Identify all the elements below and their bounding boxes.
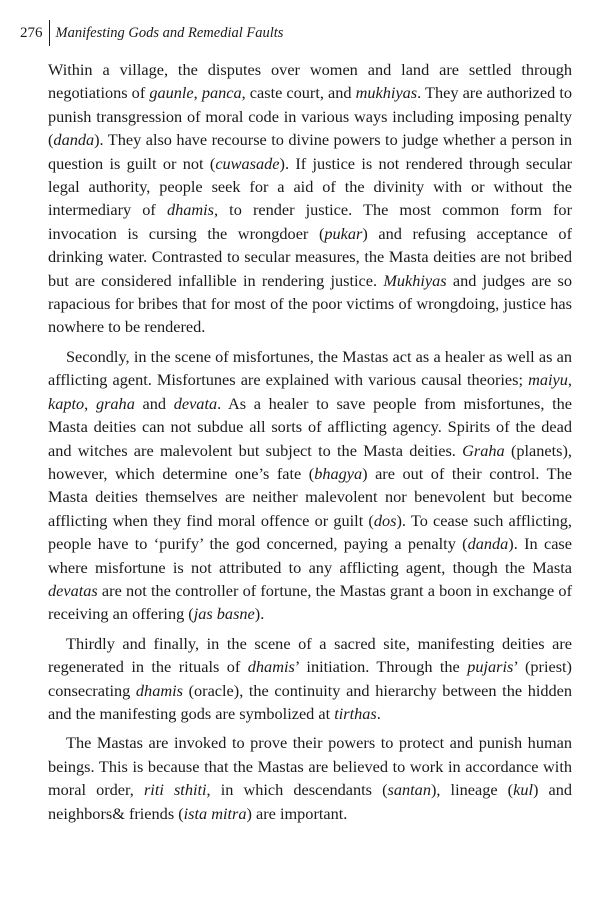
italic-term: jas basne [193, 604, 255, 624]
italic-term: cuwasade [215, 153, 280, 173]
text-run: ). In case where misfortune is not attributed to any afflicting agent, though the Masta [48, 534, 572, 577]
running-title: Manifesting Gods and Remedial Faults [55, 24, 284, 41]
italic-term: dhamis [247, 657, 295, 677]
text-run: ), lineage ( [430, 780, 514, 800]
text-run: Within a village, the disputes over women and land are settled through negotiations of [48, 60, 572, 103]
italic-term: Mukhiyas [383, 270, 447, 290]
page-number: 276 [20, 24, 43, 41]
text-run: ) are out of their control. The Masta deities themselves are neither malevolent nor benevolent but become afflicting when they find moral offence or guilt ( [48, 463, 572, 530]
text-run: , [84, 393, 96, 413]
italic-term: mukhiyas [355, 83, 418, 103]
italic-term: santan [387, 780, 431, 800]
text-run: Thirdly and finally, in the scene of a sacred site, manifesting deities are regenerated in the rituals of [48, 633, 572, 677]
italic-term: Graha [462, 440, 505, 460]
paragraph [48, 731, 572, 825]
text-run: . They are authorized to punish transgression of moral code in various ways including imposing penalty ( [48, 83, 573, 150]
text-run: Secondly, in the scene of misfortunes, the Mastas act as a healer as well as an afflicting agent. Misfortunes are explained with various causal theories; [48, 346, 572, 390]
text-run: ). They also have recourse to divine powers to judge whether a person in question is guilt or not ( [48, 130, 572, 173]
italic-term: dhamis, [166, 200, 219, 220]
italic-term: ista mitra [183, 803, 247, 823]
text-run: ’ (priest) consecrating [48, 657, 572, 700]
text-run: ) and refusing acceptance of drinking water. Contrasted to secular measures, the Masta deities are not bribed but are considered infallible in rendering justice. [48, 223, 572, 290]
italic-term: tirthas [334, 703, 377, 723]
text-run: , [193, 83, 202, 103]
text-run: (planets), however, which determine one’s fate ( [48, 440, 572, 483]
italic-term: riti sthiti [143, 780, 207, 800]
italic-term: gaunle [149, 83, 194, 103]
text-run: and [134, 393, 174, 413]
text-run: ’ initiation. Through the [294, 657, 468, 677]
text-run: to render justice. The most common form for invocation is cursing the wrongdoer ( [48, 200, 572, 243]
body-text [48, 58, 572, 831]
italic-term: maiyu [528, 370, 568, 390]
italic-term: pujaris [467, 657, 514, 677]
italic-term: panca [201, 83, 242, 103]
text-run: The Mastas are invoked to prove their powers to protect and punish human beings. This is because that the Mastas are believed to work in accordance with moral order, [48, 733, 572, 800]
text-run: ). [254, 604, 265, 624]
paragraph [48, 58, 572, 339]
italic-term: kul [513, 780, 533, 800]
text-run: and judges are so rapacious for bribes that for most of the poor victims of wrongdoing, justice has nowhere to be rendered. [48, 270, 572, 337]
italic-term: dos [373, 510, 397, 530]
italic-term: devatas [48, 580, 98, 600]
text-run: ) are important. [246, 803, 348, 823]
text-run: , [567, 370, 572, 390]
paragraph [48, 345, 572, 626]
text-run: ) and neighbors& friends ( [48, 780, 573, 823]
italic-term: graha [95, 393, 135, 413]
italic-term: pukar [324, 223, 363, 243]
italic-term: bhagya [314, 463, 363, 483]
text-run: ). To cease such afflicting, people have to ‘purify’ the god concerned, paying a penalty ( [48, 510, 572, 554]
italic-term: danda [53, 130, 95, 150]
running-header [20, 20, 283, 46]
text-run: are not the controller of fortune, the Mastas grant a boon in exchange of receiving an offering ( [48, 580, 572, 624]
italic-term: kapto [48, 393, 85, 413]
italic-term: dhamis [135, 680, 183, 700]
text-run: . [376, 703, 381, 723]
text-run: . As a healer to save people from misfortunes, the Masta deities can not subdue all sorts of afflicting agency. Spirits of the dead and witches are malevolent but subject to the Masta deities. [48, 393, 572, 460]
header-divider [49, 20, 50, 46]
text-run: ). If justice is not rendered through secular legal authority, people seek for a aid of the divinity with or without the intermediary of [48, 153, 573, 220]
text-run: (oracle), the continuity and hierarchy between the hidden and the manifesting gods are symbolized at [48, 680, 573, 723]
text-run: , in which descendants ( [206, 780, 388, 800]
italic-term: danda [467, 534, 509, 554]
text-run: , caste court, and [241, 83, 356, 103]
paragraph [48, 632, 572, 726]
italic-term: devata [173, 393, 218, 413]
